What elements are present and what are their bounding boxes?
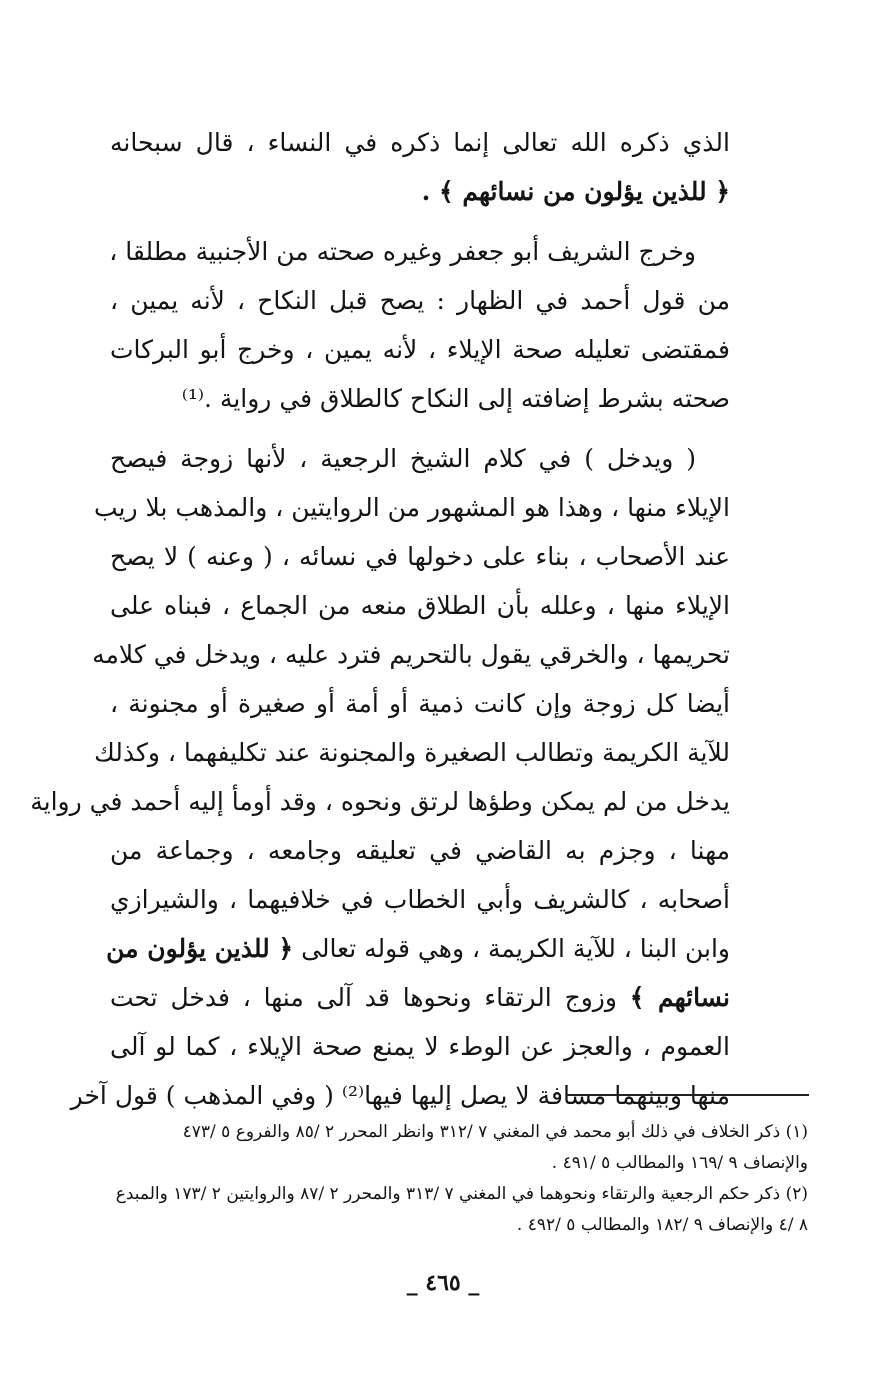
text-line: العموم ، والعجز عن الوطء لا يمنع صحة الإيلاء ، كما لو آلى bbox=[110, 1032, 730, 1061]
text-segment: وابن البنا ، للآية الكريمة ، وهي قوله تعالى bbox=[301, 934, 730, 963]
text-line: تحريمها ، والخرقي يقول بالتحريم فترد عليه ، ويدخل في كلامه bbox=[92, 640, 730, 669]
text-line: الإيلاء منها ، وهذا هو المشهور من الروايتين ، والمذهب بلا ريب bbox=[94, 493, 730, 522]
quran-verse-start: ﴿ للذين يؤلون من bbox=[106, 934, 294, 963]
main-text bbox=[30, 118, 730, 1120]
text-line: يدخل من لم يمكن وطؤها لرتق ونحوه ، وقد أومأ إليه أحمد في رواية bbox=[30, 787, 730, 816]
footnotes bbox=[115, 1117, 808, 1241]
paragraph-2 bbox=[110, 227, 730, 423]
text-line: أصحابه ، كالشريف وأبي الخطاب في خلافيهما ، والشيرازي bbox=[110, 885, 730, 914]
quran-verse-end: نسائهم ﴾ bbox=[629, 983, 730, 1012]
paragraph-3 bbox=[30, 434, 730, 1120]
quran-verse: ﴿ للذين يؤلون من نسائهم ﴾ . bbox=[421, 177, 730, 206]
text-line: صحته بشرط إضافته إلى النكاح كالطلاق في رواية .⁽¹⁾ bbox=[181, 384, 730, 413]
footnote-2-line-1: (٢) ذكر حكم الرجعية والرتقاء ونحوهما في المغني ٧ /٣١٣ والمحرر ٢ /٨٧ والروايتين ٢ /١٧٣ والمبدع bbox=[115, 1184, 808, 1204]
text-line: عند الأصحاب ، بناء على دخولها في نسائه ، ( وعنه ) لا يصح bbox=[110, 542, 730, 571]
paragraph-1 bbox=[110, 118, 730, 216]
text-segment: وزوج الرتقاء ونحوها قد آلى منها ، فدخل تحت bbox=[110, 983, 617, 1012]
text-line: وخرج الشريف أبو جعفر وغيره صحته من الأجنبية مطلقا ، bbox=[109, 237, 696, 266]
footnote-2-line-2: ٨ /٤ والإنصاف ٩ /١٨٢ والمطالب ٥ /٤٩٢ . bbox=[516, 1215, 808, 1235]
text-line: الذي ذكره الله تعالى إنما ذكره في النساء ، قال سبحانه bbox=[110, 128, 730, 157]
text-line-with-verse bbox=[106, 924, 730, 973]
text-line: ( ويدخل ) في كلام الشيخ الرجعية ، لأنها زوجة فيصح bbox=[110, 444, 696, 473]
page-number: _ ٤٦٥ _ bbox=[406, 1270, 480, 1296]
footnote-separator bbox=[566, 1094, 809, 1096]
footnote-1-line-1: (١) ذكر الخلاف في ذلك أبو محمد في المغني ٧ /٣١٢ وانظر المحرر ٢ /٨٥ والفروع ٥ /٤٧٣ bbox=[182, 1122, 808, 1142]
text-line: مهنا ، وجزم به القاضي في تعليقه وجامعه ، وجماعة من bbox=[110, 836, 730, 865]
text-line: من قول أحمد في الظهار : يصح قبل النكاح ، لأنه يمين ، bbox=[110, 286, 730, 315]
text-line: منها وبينهما مسافة لا يصل إليها فيها⁽²⁾ ( وفي المذهب ) قول آخر bbox=[70, 1081, 730, 1110]
text-line: أيضا كل زوجة وإن كانت ذمية أو أمة أو صغيرة أو مجنونة ، bbox=[110, 689, 730, 718]
text-line: الإيلاء منها ، وعلله بأن الطلاق منعه من الجماع ، فبناه على bbox=[110, 591, 730, 620]
text-line: فمقتضى تعليله صحة الإيلاء ، لأنه يمين ، وخرج أبو البركات bbox=[110, 335, 730, 364]
text-line: للآية الكريمة وتطالب الصغيرة والمجنونة عند تكليفهما ، وكذلك bbox=[94, 738, 730, 767]
text-line-with-verse bbox=[110, 973, 730, 1022]
footnote-1-line-2: والإنصاف ٩ /١٦٩ والمطالب ٥ /٤٩١ . bbox=[551, 1153, 808, 1173]
